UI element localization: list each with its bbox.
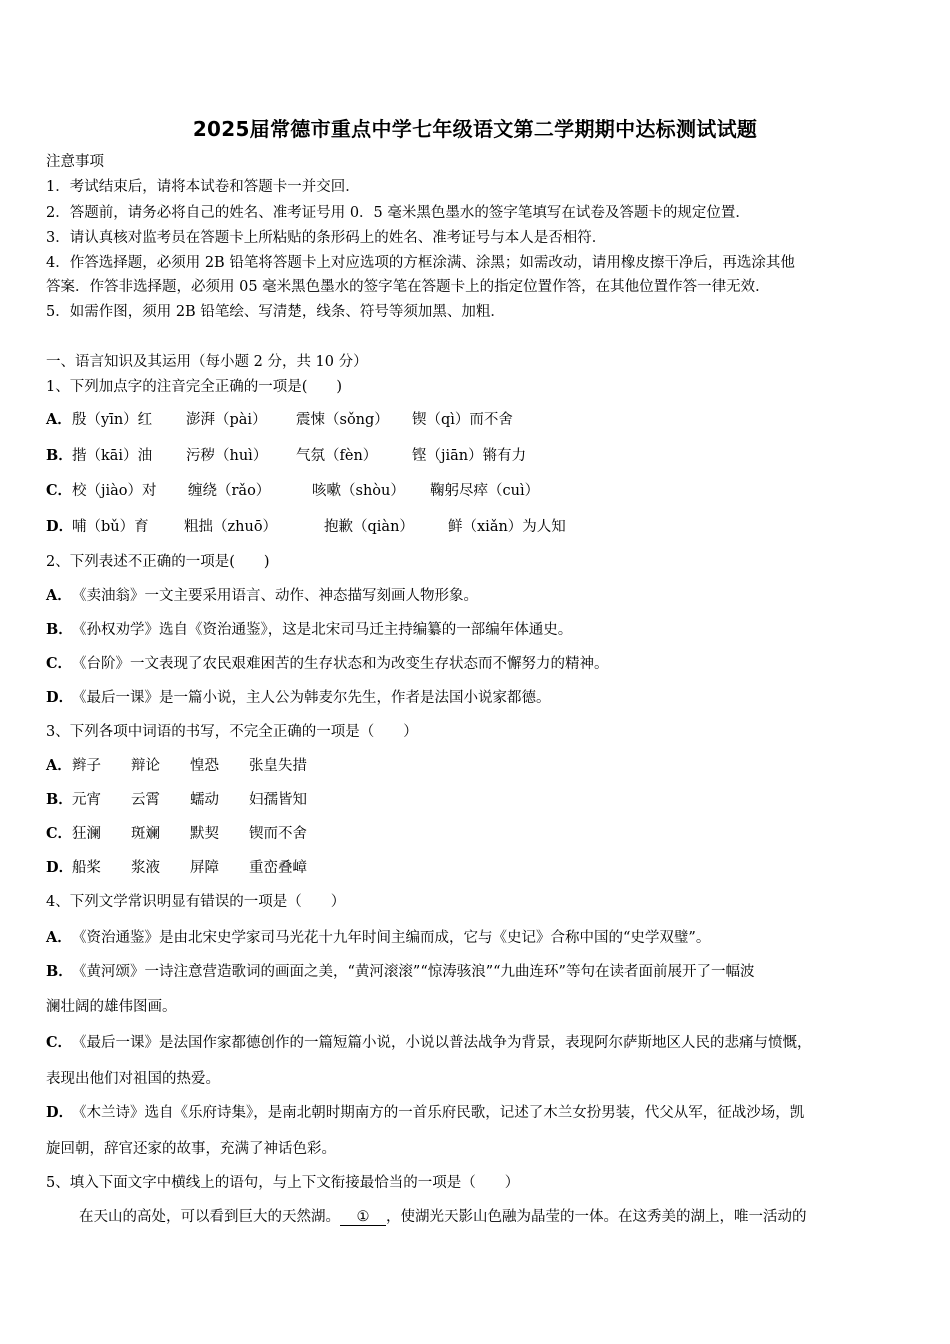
option-word: 重峦叠嶂 [249, 860, 307, 876]
option-word: 哺（bǔ）育 [72, 519, 149, 535]
notice-heading: 注意事项 [46, 154, 104, 170]
option-word: 缠绕（rǎo） [188, 483, 271, 499]
option-label: B． [46, 447, 73, 464]
option-label: B． [46, 963, 73, 980]
option-text-continued: 表现出他们对祖国的热爱。 [46, 1071, 220, 1087]
option-label: C． [46, 825, 73, 842]
notice-item: 3．请认真核对监考员在答题卡上所粘贴的条形码上的姓名、准考证号与本人是否相符． [46, 230, 607, 246]
option-text: 《孙权劝学》选自《资治通鉴》，这是北宋司马迁主持编纂的一部编年体通史。 [72, 622, 573, 638]
q3-option-a[interactable] [46, 756, 307, 776]
option-word: 狂澜 [72, 826, 101, 842]
q2-option-a[interactable] [46, 586, 478, 606]
q1-option-a[interactable] [46, 410, 513, 430]
q4-option-d[interactable] [46, 1103, 804, 1123]
notice-item: 5．如需作图，须用 2B 铅笔绘、写清楚，线条、符号等须加黑、加粗． [46, 304, 505, 320]
q1-option-b[interactable] [46, 446, 526, 466]
notice-item: 答案．作答非选择题，必须用 05 毫米黑色墨水的签字笔在答题卡上的指定位置作答，在其他位置作答一律无效． [46, 279, 770, 295]
option-word: 震悚（sǒng） [296, 412, 389, 428]
option-word: 污秽（huì） [186, 448, 268, 464]
option-word: 揩（kāi）油 [72, 448, 153, 464]
notice-item: 1．考试结束后，请将本试卷和答题卡一并交回． [46, 179, 360, 195]
option-word: 屏障 [190, 860, 219, 876]
option-word: 云霄 [131, 792, 160, 808]
option-word: 粗拙（zhuō） [184, 519, 278, 535]
option-word: 铿（jiān）锵有力 [412, 448, 527, 464]
q3-option-d[interactable] [46, 858, 307, 878]
option-text-continued: 澜壮阔的雄伟图画。 [46, 999, 177, 1015]
notice-item: 2．答题前，请务必将自己的姓名、准考证号用 0．5 毫米黑色墨水的签字笔填写在试卷及答题卡的规定位置． [46, 205, 750, 221]
option-word: 殷（yīn）红 [72, 412, 153, 428]
option-word: 锲而不舍 [249, 826, 307, 842]
option-word: 浆液 [131, 860, 160, 876]
question-stem: 5、填入下面文字中横线上的语句，与上下文衔接最恰当的一项是（ ） [46, 1175, 520, 1191]
notice-item: 4．作答选择题，必须用 2B 铅笔将答题卡上对应选项的方框涂满、涂黑；如需改动，请用橡皮擦干净后，再选涂其他 [46, 255, 795, 271]
option-word: 船桨 [72, 860, 101, 876]
q4-option-a[interactable] [46, 928, 710, 948]
option-word: 辫子 [72, 758, 101, 774]
option-label: D． [46, 689, 74, 706]
option-text: 《木兰诗》选自《乐府诗集》，是南北朝时期南方的一首乐府民歌，记述了木兰女扮男装，代父从军，征战沙场，凯 [72, 1105, 805, 1121]
option-text: 《卖油翁》一文主要采用语言、动作、神态描写刻画人物形象。 [72, 588, 478, 604]
passage-text: 在天山的高处，可以看到巨大的天然湖。 [79, 1209, 340, 1225]
option-label: D． [46, 859, 74, 876]
question-stem: 1、下列加点字的注音完全正确的一项是( ) [46, 379, 343, 395]
option-label: A． [46, 587, 72, 604]
option-word: 妇孺皆知 [249, 792, 307, 808]
option-word: 辩论 [131, 758, 160, 774]
option-label: B． [46, 621, 73, 638]
q4-option-b[interactable] [46, 962, 754, 982]
option-word: 元宵 [72, 792, 101, 808]
section-heading: 一、语言知识及其运用（每小题 2 分，共 10 分） [46, 354, 368, 370]
option-text: 《台阶》一文表现了农民艰难困苦的生存状态和为改变生存状态而不懈努力的精神。 [72, 656, 609, 672]
passage-line [79, 1207, 807, 1227]
option-word: 蠕动 [190, 792, 219, 808]
option-label: A． [46, 757, 72, 774]
q3-option-c[interactable] [46, 824, 307, 844]
q1-option-c[interactable] [46, 481, 539, 501]
option-text: 《资治通鉴》是由北宋史学家司马光花十九年时间主编而成，它与《史记》合称中国的“史学双璧”。 [72, 930, 711, 946]
option-word: 抱歉（qiàn） [324, 519, 414, 535]
option-text: 《最后一课》是一篇小说，主人公为韩麦尔先生，作者是法国小说家都德。 [72, 690, 551, 706]
option-label: C． [46, 655, 73, 672]
option-word: 校（jiào）对 [72, 483, 157, 499]
option-word: 咳嗽（shòu） [312, 483, 405, 499]
q2-option-b[interactable] [46, 620, 572, 640]
option-word: 张皇失措 [249, 758, 307, 774]
option-label: B． [46, 791, 73, 808]
option-label: C． [46, 1034, 73, 1051]
option-word: 斑斓 [131, 826, 160, 842]
option-word: 鲜（xiǎn）为人知 [448, 519, 566, 535]
question-stem: 2、下列表述不正确的一项是( ) [46, 554, 270, 570]
fill-blank[interactable]: ① [340, 1209, 386, 1226]
q2-option-d[interactable] [46, 688, 551, 708]
page-title: 2025届常德市重点中学七年级语文第二学期期中达标测试试题 [192, 117, 758, 141]
question-stem: 3、下列各项中词语的书写，不完全正确的一项是（ ） [46, 724, 418, 740]
option-text-continued: 旋回朝，辞官还家的故事，充满了神话色彩。 [46, 1141, 336, 1157]
option-word: 澎湃（pài） [186, 412, 267, 428]
option-word: 鞠躬尽瘁（cuì） [430, 483, 540, 499]
option-word: 锲（qì）而不舍 [412, 412, 513, 428]
q3-option-b[interactable] [46, 790, 307, 810]
option-label: D． [46, 518, 74, 535]
option-word: 默契 [190, 826, 219, 842]
q4-option-c[interactable] [46, 1033, 812, 1053]
question-stem: 4、下列文学常识明显有错误的一项是（ ） [46, 894, 346, 910]
option-text: 《黄河颂》一诗注意营造歌词的画面之美，“黄河滚滚”“惊涛骇浪”“九曲连环”等句在读者面前展开了一幅波 [72, 964, 755, 980]
option-word: 惶恐 [190, 758, 219, 774]
q2-option-c[interactable] [46, 654, 609, 674]
option-word: 气氛（fèn） [296, 448, 378, 464]
passage-text: ，使湖光天影山色融为晶莹的一体。在这秀美的湖上，唯一活动的 [386, 1209, 807, 1225]
option-label: A． [46, 929, 72, 946]
option-label: D． [46, 1104, 74, 1121]
q1-option-d[interactable] [46, 517, 566, 537]
option-text: 《最后一课》是法国作家都德创作的一篇短篇小说，小说以普法战争为背景，表现阿尔萨斯地区人民的悲痛与愤慨， [72, 1035, 812, 1051]
option-label: A． [46, 411, 72, 428]
option-label: C． [46, 482, 73, 499]
